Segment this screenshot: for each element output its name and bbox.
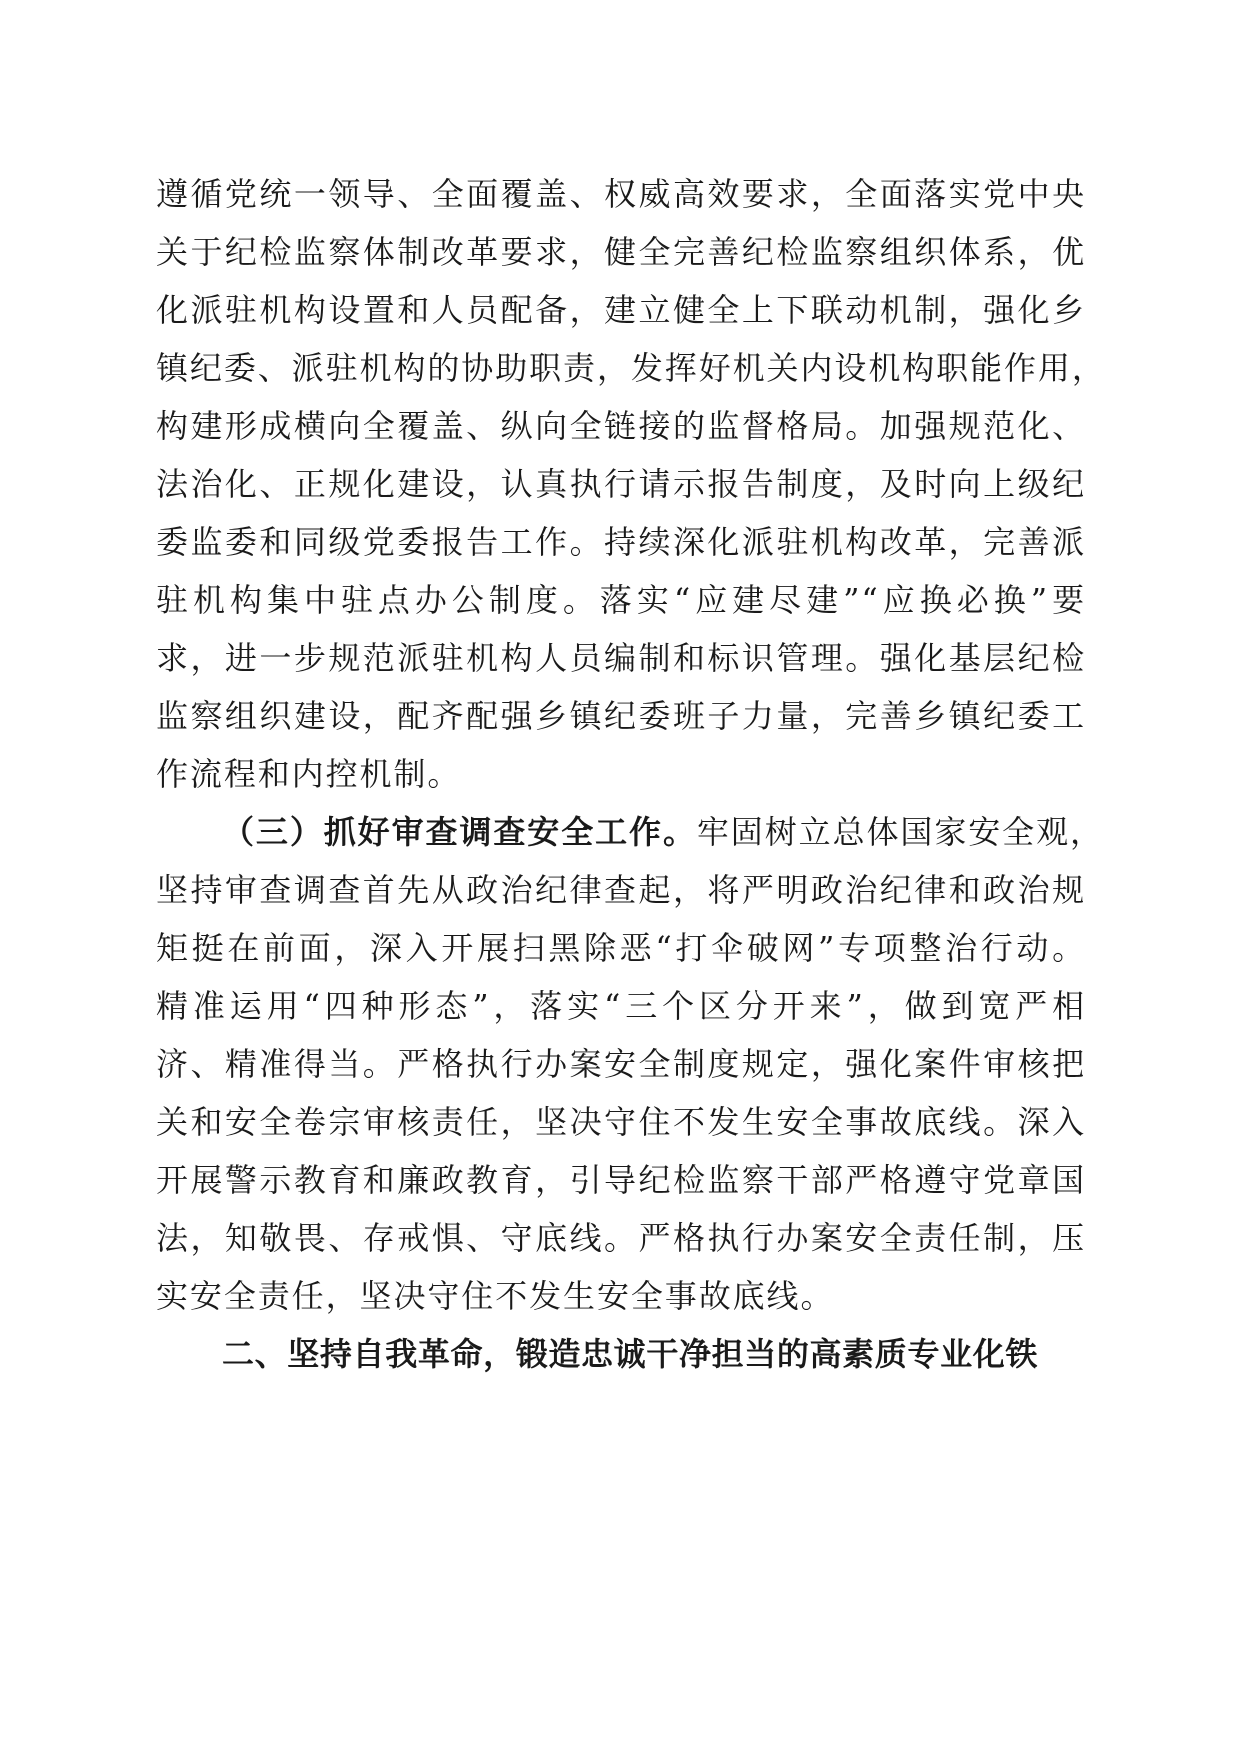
paragraph-1-line-4: 镇纪委、派驻机构的协助职责，发挥好机关内设机构职能作用， [156, 349, 1106, 387]
section-heading: 二、坚持自我革命，锻造忠诚干净担当的高素质专业化铁 [222, 1335, 1039, 1373]
paragraph-2-line-9: 实安全责任，坚决守住不发生安全事故底线。 [156, 1277, 835, 1315]
paragraph-1-line-10: 监察组织建设，配齐配强乡镇纪委班子力量，完善乡镇纪委工 [156, 697, 1086, 735]
paragraph-2-line-1 [222, 812, 1104, 852]
paragraph-2-line-7: 开展警示教育和廉政教育，引导纪检监察干部严格遵守党章国 [156, 1161, 1086, 1199]
paragraph-1-line-3: 化派驻机构设置和人员配备，建立健全上下联动机制，强化乡 [156, 291, 1086, 329]
paragraph-2-line-6: 关和安全卷宗审核责任，坚决守住不发生安全事故底线。深入 [156, 1103, 1086, 1141]
paragraph-2-line-5: 济、精准得当。严格执行办案安全制度规定，强化案件审核把 [156, 1045, 1086, 1083]
paragraph-2-line-8: 法，知敬畏、存戒惧、守底线。严格执行办案安全责任制，压 [156, 1219, 1086, 1257]
paragraph-1-line-11: 作流程和内控机制。 [156, 755, 462, 793]
paragraph-1-line-7: 委监委和同级党委报告工作。持续深化派驻机构改革，完善派 [156, 523, 1086, 561]
paragraph-2-line-2: 坚持审查调查首先从政治纪律查起，将严明政治纪律和政治规 [156, 871, 1086, 909]
paragraph-1-line-2: 关于纪检监察体制改革要求，健全完善纪检监察组织体系，优 [156, 233, 1086, 271]
paragraph-1-line-9: 求，进一步规范派驻机构人员编制和标识管理。强化基层纪检 [156, 639, 1086, 677]
paragraph-1-line-6: 法治化、正规化建设，认真执行请示报告制度，及时向上级纪 [156, 465, 1086, 503]
subsection-heading: （三）抓好审查调查安全工作。 [222, 813, 697, 851]
paragraph-2-line-1-text: 牢固树立总体国家安全观， [696, 813, 1104, 851]
paragraph-1-line-8: 驻机构集中驻点办公制度。落实“应建尽建”“应换必换”要 [156, 581, 1086, 619]
paragraph-2-line-4: 精准运用“四种形态”，落实“三个区分开来”，做到宽严相 [156, 987, 1086, 1025]
paragraph-1-line-5: 构建形成横向全覆盖、纵向全链接的监督格局。加强规范化、 [156, 407, 1086, 445]
paragraph-2-line-3: 矩挺在前面，深入开展扫黑除恶“打伞破网”专项整治行动。 [156, 929, 1086, 967]
paragraph-1-line-1: 遵循党统一领导、全面覆盖、权威高效要求，全面落实党中央 [156, 175, 1086, 213]
